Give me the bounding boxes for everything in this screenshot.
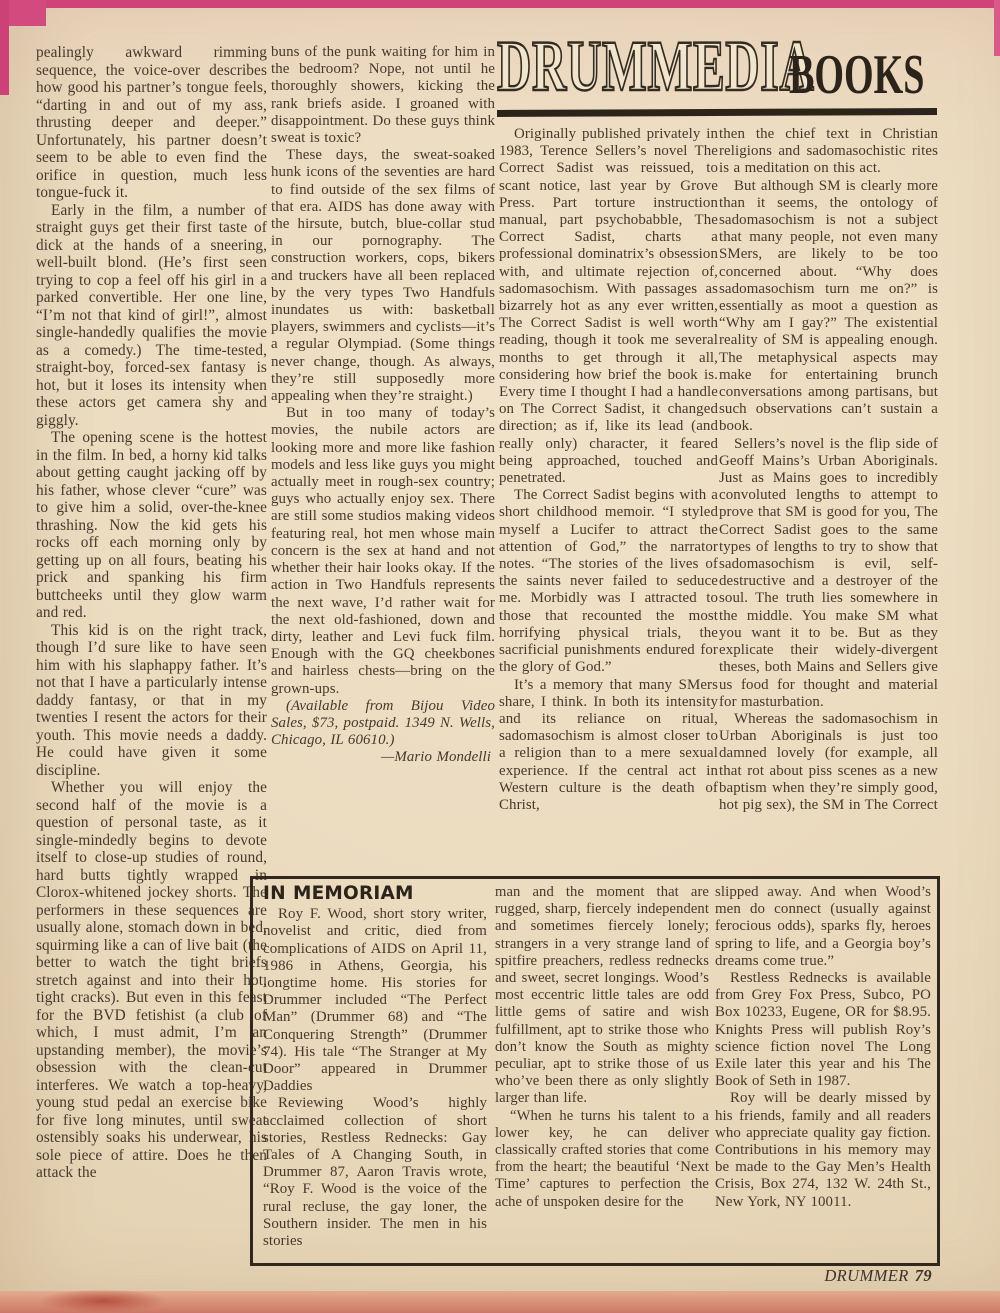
paragraph: It’s a memory that many SMers share, I think. In both its intensity and its reliance on ritual, sadomasochism is almost closer to a religion than to a mere sexual experience. If the central act in Western culture is the death of Christ, [499,676,718,813]
paragraph: This kid is on the right track, though I’d sure like to have seen him with his slaphappy father. It’s not that I have a particularly intense daddy fantasy, or that in my twenties I resent the actors for their youth. This movie needs a daddy. He could have given it some discipline. [36,621,267,779]
page-edge-bottom-stain [38,1289,168,1313]
paragraph: “When he turns his talent to a lower key, he can deliver classically crafted stories that come from the heart; the beautiful ‘Next Time’ captures to perfection the ache of unspoken desire for the [495,1107,709,1210]
paragraph: Reviewing Wood’s highly acclaimed collection of short stories, Restless Rednecks: Gay Tales of A Changing South, in Drummer 87, Aaron Travis wrote, “Roy F. Wood is the voice of the rural recluse, the gay loner, the Southern insider. The men in his stories [263,1095,487,1250]
masthead-drummedia-logo: DRUMMEDIA [497,26,815,106]
page-edge-right [994,0,1000,56]
paragraph: Roy will be dearly missed by his friends, family and all readers who appreciate quality gay fiction. Contributions in his memory may be made to the Gay Men’s Health Crisis, Box 274, 132 W. 24th St., New York, NY 10011. [715,1090,931,1210]
paragraph: pealingly awkward rimming sequence, the voice-over describes how good his partner’s tongue feels, “darting in and out of my ass, thrusting deeper and deeper.” Unfortunately, his partner doesn’t seem to be able to even find the orifice in question, much less tongue-fuck it. [36,44,267,201]
paragraph: But in too many of today’s movies, the nubile actors are looking more and more like fashion models and less like guys you might actually meet in rough-sex country; guys who actually enjoy sex. There are still some studios making videos featuring real, hot men whose main concern is the sex at hand and not whether their hair looks okay. If the action in Two Handfuls represents the next wave, I’d rather wait for the next old-fashioned, down and dirty, leather and Levi fuck film. Enough with the GQ cheekbones and hairless chests—bring on the grown-ups. [271,405,495,697]
paragraph: The Correct Sadist begins with a short childhood memoir. “I styled myself a Lucifer to attract the attention of God,” the narrator notes. “The stories of the lives of the saints never failed to seduce me. Morbidly was I attracted to those that recounted the most horrifying physical trials, the sacrificial punishments endured for the glory of God.” [499,487,718,676]
paragraph: buns of the punk waiting for him in the bedroom? Nope, not until he thoroughly showers, kicking the rank briefs aside. I groaned with disappointment. Do these guys think sweat is toxic? [271,44,495,147]
film-review-column-1 [36,44,267,1182]
book-review-column-1 [499,126,718,874]
paragraph: Whether you will enjoy the second half of the movie is a question of personal taste, as it single-mindedly begins to devote itself to close-up studies of round, hard butts tightly wrapped in Clorox-whitened jockey shorts. The performers in these sequences are usually alone, stomach down in bed, squirming like a can of live bait (the better to watch the tight briefs stretch against and into their hot, tight cracks). But even in this feast for the BVD fetishist (a club of which, I must admit, I’m an upstanding member), the movie’s obsession with the clean-cut interferes. We watch a top-heavy, young stud pedal an exercise bike for five long minutes, until sweat ostensibly soaks his underwear, his sole piece of attire. Does he then attack the [36,779,267,1181]
memoriam-column-2 [495,884,709,1211]
paragraph: But although SM is clearly more than it seems, the ontology of sadomasochism is not a subject that many people, not even many SMers, are likely to be too concerned about. “Why does sadomasochism turn me on?” is essentially as moot a question as “Why am I gay?” The existential reality of SM is appealing enough. The metaphysical aspects may make for entertaining brunch conversations among partisans, but such observations can’t sustain a book. [719,177,938,435]
paragraph: Early in the film, a number of straight guys get their first taste of dick at the hands of a sneering, well-built blond. (He’s first seen trying to cop a feel off his girl in a parked convertible. Her one line, “I’m not that kind of girl!”, almost single-handedly qualifies the movie as a comedy.) The time-tested, straight-boy, forced-sex fantasy is hot, but it loses its intensity when these actors get camera shy and giggly. [36,201,267,429]
paragraph: slipped away. And when Wood’s men do connect (usually against ferocious odds), sparks fly, heroes spring to life, and a Georgia boy’s dreams come true.” [715,884,931,969]
memoriam-column-3 [715,884,931,1211]
masthead-books-logo: BOOKS [789,44,925,106]
page-footer [0,1266,932,1286]
memoriam-column-1 [263,884,487,1250]
paragraph: (Available from Bijou Video Sales, $73, postpaid. 1349 N. Wells, Chicago, IL 60610.) [271,697,495,749]
page-edge-left [0,0,9,95]
memoriam-box [250,876,940,1266]
masthead [497,26,940,118]
memoriam-column-1-text [263,906,487,1250]
paragraph: man and the moment that are rugged, sharp, fiercely independent and sometimes fiercely lonely; strangers in a very strange land of spitfire preachers, redless rednecks and sweet, secret longings. Wood’s most eccentric little tales are odd little gems of satire and wish fulfillment, apt to strike those who don’t know the South as mighty peculiar, apt to strike those of us who’ve been there as only slightly larger than life. [495,884,709,1107]
footer-page-number: 79 [914,1266,932,1285]
paragraph: These days, the sweat-soaked hunk icons of the seventies are hard to find outside of the sex films of that era. AIDS has done away with the hirsute, butch, blue-collar stud in our pornography. The construction workers, cops, bikers and truckers have all been replaced by the very types Two Handfuls inundates us with: basketball players, swimmers and cyclists—it’s a regular Olympiad. (Some things never change, though. As always, they’re still supposedly more appealing when they’re straight.) [271,147,495,405]
paragraph: Roy F. Wood, short story writer, novelist and critic, died from complications of AIDS on April 11, 1986 in Athens, Georgia, his longtime home. His stories for Drummer included “The Perfect Man” (Drummer 68) and “The Conquering Strength” (Drummer 74). His tale “The Stranger at My Door” appeared in Drummer Daddies [263,906,487,1095]
paragraph: Sellers’s novel is the flip side of Geoff Mains’s Urban Aboriginals. Just as Mains goes to incredibly convoluted lengths to attempt to prove that SM is good for you, The Correct Sadist goes to the same types of lengths to try to show that sadomasochism is evil, self-destructive and a destroyer of the soul. The truth lies somewhere in the middle. You make SM what you want it to be. But as they explicate their widely-divergent theses, both Mains and Sellers give us food for thought and material for masturbation. [719,435,938,710]
paragraph: Whereas the sadomasochism in Urban Aboriginals is just too damned lovely (for example, all that rot about piss scenes as a new baptism when they’re simply good, hot pig sex), the SM in The Correct [719,710,938,813]
paragraph: —Mario Mondelli [381,749,491,766]
memoriam-title: IN MEMORIAM [263,883,414,904]
footer-magazine-name: DRUMMER [824,1266,909,1285]
paragraph: Originally published privately in 1983, Terence Sellers’s novel The Correct Sadist was reissued, to scant notice, last year by Grove Press. Part torture instruction manual, part psychobabble, The Correct Sadist, charts a professional dominatrix’s obsession with, and ultimate rejection of, sadomasochism. With passages as bizarrely hot as any ever written, The Correct Sadist is well worth reading, though it took me several months to get through it all, considering how brief the book is. Every time I thought I had a handle on The Correct Sadist, it changed direction; as if, like its lead (and really only) character, it feared being approached, touched and penetrated. [499,126,718,487]
page-edge-top [0,0,1000,8]
book-review-column-2 [719,126,938,874]
film-review-column-2 [271,44,495,874]
paragraph: Restless Rednecks is available from Grey Fox Press, Subco, PO Box 10233, Eugene, OR for $8.95. Knights Press will publish Roy’s science fiction novel The Long Exile later this year and his The Book of Seth in 1987. [715,970,931,1090]
paragraph: The opening scene is the hottest in the film. In bed, a horny kid talks about getting caught jacking off by his father, whose clever “cure” was to give him a solid, over-the-knee thrashing. Now the kid gets his rocks off each morning only by getting up on all fours, beating his prick and spanking his firm buttcheeks until they glow warm and red. [36,429,267,621]
paragraph: then the chief text in Christian religions and sadomasochistic rites is a meditation on this act. [719,126,938,177]
